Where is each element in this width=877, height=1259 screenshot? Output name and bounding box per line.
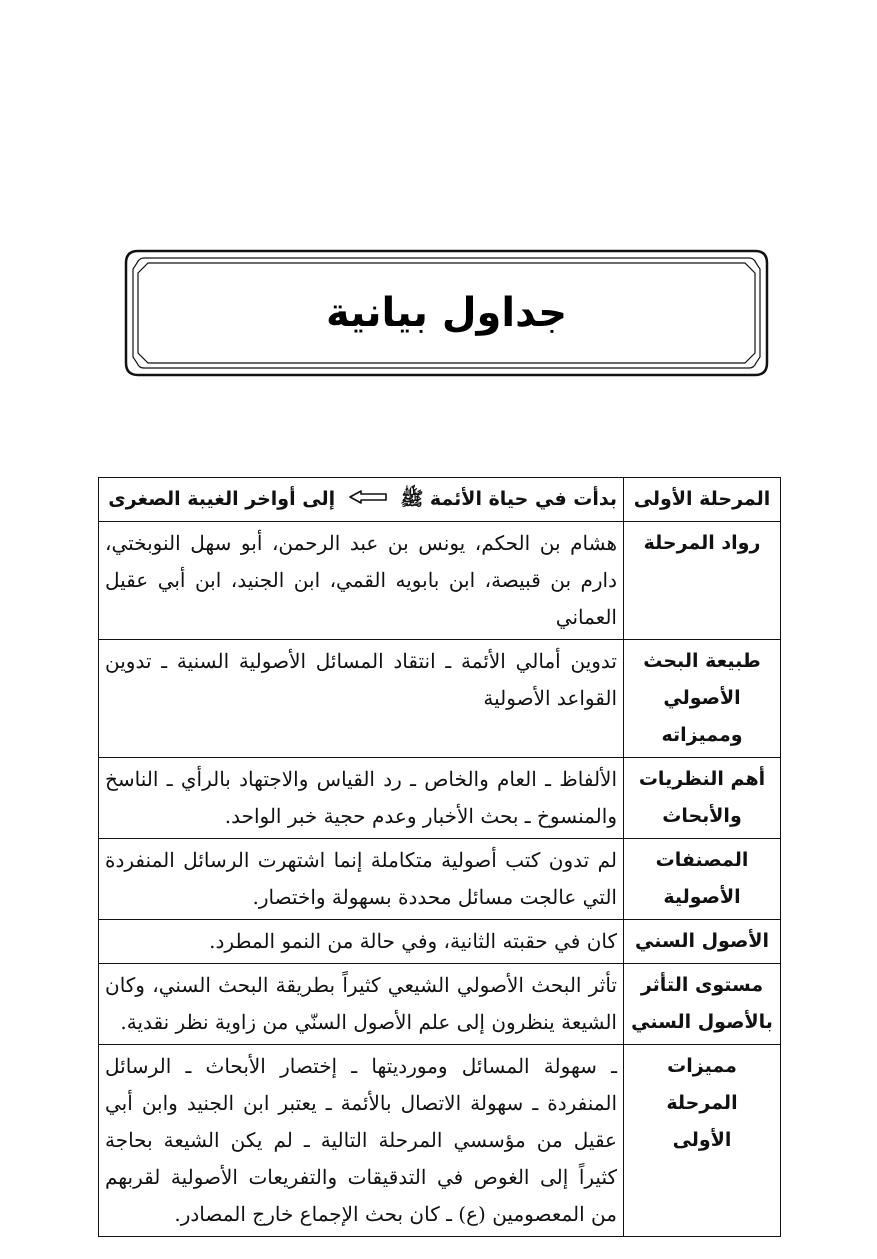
row-value-cell: هشام بن الحكم، يونس بن عبد الرحمن، أبو سهل النوبختي، دارم بن قبيصة، ابن بابويه القمي، ابن الجنيد، ابن أبي عقيل العماني [99,522,624,640]
row-value-cell: كان في حقبته الثانية، وفي حالة من النمو المطرد. [99,920,624,964]
table-row [99,640,781,758]
row-value-cell: تدوين أمالي الأئمة ـ انتقاد المسائل الأصولية السنية ـ تدوين القواعد الأصولية [99,640,624,758]
table-row [99,758,781,839]
row-value-cell: ـ سهولة المسائل ومورديتها ـ إختصار الأبحاث ـ الرسائل المنفردة ـ سهولة الاتصال بالأئمة ـ يعتبر ابن الجنيد وابن أبي عقيل من مؤسسي المرحلة التالية ـ لم يكن الشيعة بحاجة كثيراً إلى الغوص في التدقيقات والتفريعات الأصولية لقربهم من المعصومين (ع) ـ كان بحث الإجماع خارج المصادر. [99,1045,624,1237]
row-label-cell: أهم النظريات والأبحاث [624,758,781,839]
table-header-row [99,478,781,522]
header-value-cell [99,478,624,522]
header-value-start: بدأت في حياة الأئمة ﷺ [400,488,617,510]
title-frame [124,249,769,377]
row-label-cell: طبيعة البحث الأصولي ومميزاته [624,640,781,758]
row-value-cell: لم تدون كتب أصولية متكاملة إنما اشتهرت الرسائل المنفردة التي عالجت مسائل محددة بسهولة واختصار. [99,839,624,920]
table-row [99,1045,781,1237]
row-label-cell: المصنفات الأصولية [624,839,781,920]
table-row [99,920,781,964]
table-row [99,839,781,920]
row-label-cell: الأصول السني [624,920,781,964]
header-value-end: إلى أواخر الغيبة الصغرى [108,488,336,510]
arrow-left-icon [348,481,388,518]
row-value-cell: تأثر البحث الأصولي الشيعي كثيراً بطريقة البحث السني، وكان الشيعة ينظرون إلى علم الأصول السنّي من زاوية نظر نقدية. [99,964,624,1045]
page-title: جداول بيانية [325,290,568,336]
row-label-cell: مميزات المرحلة الأولى [624,1045,781,1237]
header-label-cell: المرحلة الأولى [624,478,781,522]
table-row [99,964,781,1045]
row-value-cell: الألفاظ ـ العام والخاص ـ رد القياس والاجتهاد بالرأي ـ الناسخ والمنسوخ ـ بحث الأخبار وعدم حجية خبر الواحد. [99,758,624,839]
summary-table [98,477,781,1237]
table-row [99,522,781,640]
row-label-cell: مستوى التأثر بالأصول السني [624,964,781,1045]
row-label-cell: رواد المرحلة [624,522,781,640]
